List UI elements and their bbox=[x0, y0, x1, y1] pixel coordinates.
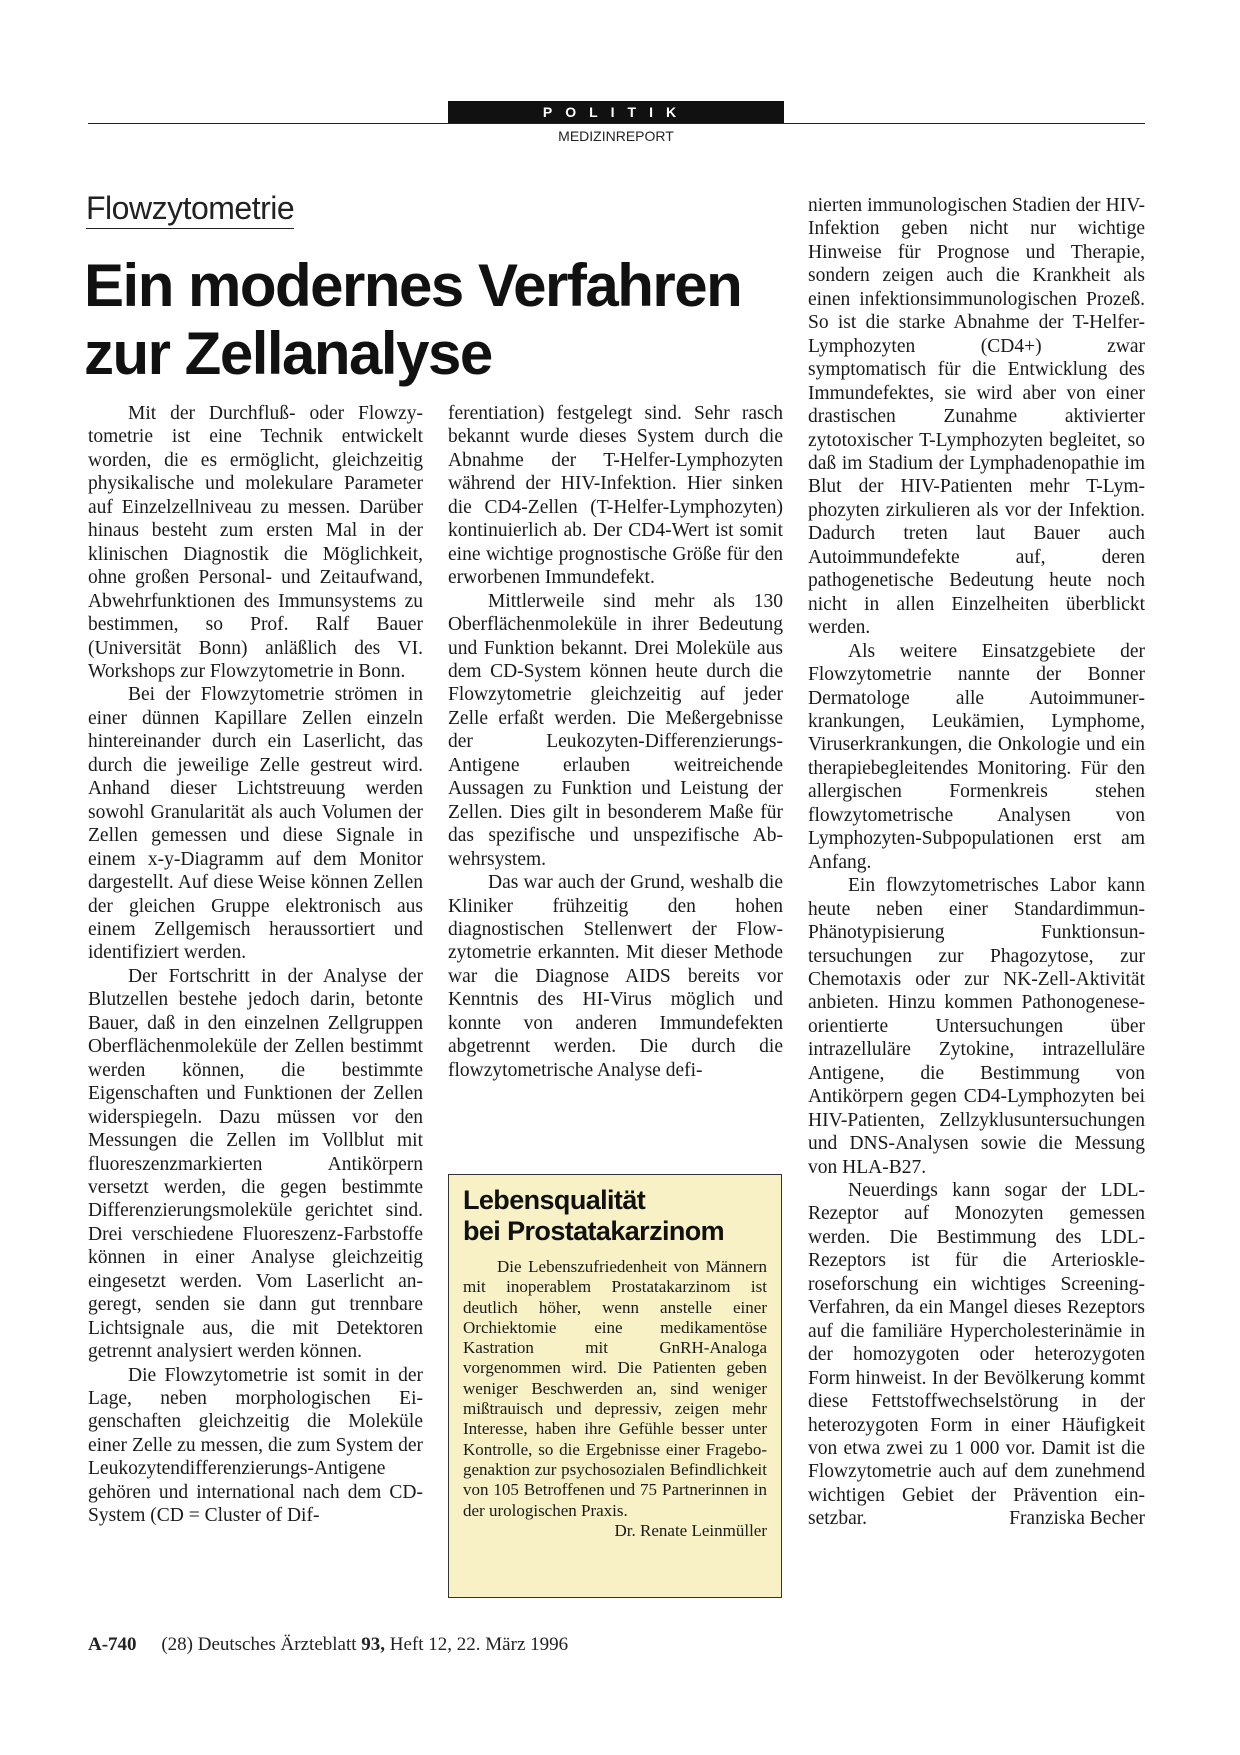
sidebar-title-line-1: Lebensqualität bbox=[463, 1185, 646, 1215]
sidebar-box bbox=[448, 1174, 782, 1598]
paragraph-text: Neuerdings kann sogar der LDL-Rezeptor auf Monozyten gemessen werden. Die Bestimmung des LDL-Rezeptors ist für die Arterioskleroseforschung ein wichtiges Screening-Verfahren, da ein Mangel dieses Rezeptors auf die familiäre Hypercholesterinämie in der homozygoten oder heterozygoten Form hinweist. In der Bevölkerung kommt diese Fettstoffwechselstörung in der heterozygoten Form in einer Häufigkeit von etwa zwei zu 1 000 vor. Damit ist die Flowzytometrie auch auf dem zunehmend wichtigen Gebiet der Prävention einsetzbar. bbox=[808, 1180, 1145, 1530]
paragraph: Mittlerweile sind mehr als 130 Oberflächenmoleküle in ihrer Bedeutung und Funktion bekannt. Drei Moleküle aus dem CD-System können heute durch die Flowzytometrie gleichzeitig auf jeder Zelle erfaßt werden. Die Meßergebnisse der Leukozyten-Differenzierungs-Antigene erlauben weitreichende Aussagen zu Funktion und Leistung der Zellen. Dies gilt in besonderem Maße für das spezifische und unspezifische Abwehrsystem. bbox=[448, 590, 783, 870]
paragraph: Das war auch der Grund, weshalb die Kliniker frühzeitig den hohen diagnostischen Stellenwert der Flowzytometrie erkannten. Mit dieser Methode war die Diagnose AIDS bereits vor Kenntnis des HI-Virus möglich und konnte von anderen Immundefekten abgetrennt werden. Die durch die flowzytometrische Analyse defi- bbox=[448, 872, 783, 1081]
article-column-2 bbox=[448, 402, 783, 1082]
journal-volume: 93, bbox=[361, 1634, 386, 1655]
paragraph: Ein flowzytometrisches Labor kann heute neben einer Standardimmun-Phänotypisierung Funktionsuntersuchungen zur Phagozytose, zur Chemotaxis oder zur NK-Zell-Aktivität anbieten. Hinzu kommen Pathonogenese-orientierte Untersuchungen über intrazelluläre Zytokine, intrazelluläre Antigene, die Bestimmung von Antikörpern gegen CD4-Lymphozyten bei HIV-Patienten, Zellzyklusuntersuchungen und DNS-Analysen sowie die Messung von HLA-B27. bbox=[808, 875, 1145, 1178]
paragraph: ferentiation) festgelegt sind. Sehr rasch bekannt wurde dieses System durch die Abnahme der T-Helfer-Lymphozyten während der HIV-Infektion. Hier sinken die CD4-Zellen (T-Helfer-Lymphozyten) kontinuierlich ab. Der CD4-Wert ist somit eine wichtige prognostische Größe für den erworbenen Immundefekt. bbox=[448, 403, 783, 589]
subsection-label: MEDIZINREPORT bbox=[558, 128, 674, 144]
sidebar-box-text bbox=[463, 1257, 767, 1540]
headline-line-1: Ein modernes Verfahren bbox=[84, 252, 742, 319]
article-column-3 bbox=[808, 194, 1145, 1531]
article-column-1 bbox=[88, 402, 423, 1528]
journal-issue: Heft 12, 22. März 1996 bbox=[389, 1634, 569, 1655]
paragraph: Als weitere Einsatzgebiete der Flowzytometrie nannte der Bonner Dermatologe alle Autoimmunerkrankungen, Leukämien, Lymphome, Viruserkrankungen, die Onkologie und ein therapiebegleitendes Monitoring. Für den allergischen Formenkreis stehen flowzytometrische Analysen von Lymphozyten-Subpopulationen erst am Anfang. bbox=[808, 640, 1145, 873]
sidebar-box-title bbox=[463, 1185, 767, 1247]
sidebar-title-line-2: bei Prostatakarzinom bbox=[463, 1216, 725, 1246]
page-number: A-740 bbox=[88, 1634, 137, 1655]
header-rule bbox=[88, 123, 1145, 124]
article-headline bbox=[84, 252, 784, 388]
section-label: POLITIK bbox=[448, 101, 784, 123]
sidebar-text: Die Lebenszufriedenheit von Männern mit inoperablem Prostatakarzinom ist deutlich höher, wenn anstelle einer Orchiektomie eine medikamentöse Kastration mit GnRH-Analoga vorgenommen wird. Die Patienten geben weniger Beschwerden an, sind weniger mißtrauisch und depressiv, zeigen mehr Interesse, haben ihre Gefühle besser unter Kontrolle, so die Ergebnisse einer Fragebogenaktion zur psychosozialen Befindlichkeit von 105 Betroffenen und 75 Partnerinnen in der urologischen Praxis. bbox=[463, 1257, 767, 1520]
paragraph: Bei der Flowzytometrie strömen in einer dünnen Kapillare Zellen einzeln hintereinander durch ein Laserlicht, das durch die jeweilige Zelle gestreut wird. Anhand dieser Lichtstreuung werden sowohl Granularität als auch Volumen der Zellen gemessen und diese Signale in einem x-y-Diagramm auf dem Monitor dargestellt. Auf diese Weise können Zellen der gleichen Gruppe elektronisch aus einem Zellgemisch heraussortiert und identifiziert werden. bbox=[88, 684, 423, 964]
article-kicker: Flowzytometrie bbox=[86, 190, 294, 229]
paragraph bbox=[808, 1179, 1145, 1531]
paragraph: nierten immunologischen Stadien der HIV-Infektion geben nicht nur wichtige Hinweise für Prognose und Therapie, sondern zeigen auch die Krankheit als einen infektionsimmunologischen Prozeß. So ist die starke Abnahme der T-Helfer-Lymphozyten (CD4+) zwar symptomatisch für die Entwicklung des Immundefektes, sie wird aber von einer drastischen Zunahme aktivierter zytotoxischer T-Lymphozyten begleitet, so daß im Stadium der Lymphadenopathie im Blut der HIV-Patienten mehr T-Lymphozyten zirkulieren als vor der Infektion. Dadurch treten laut Bauer auch Autoimmundefekte auf, deren pathogenetische Bedeutung heute noch nicht in allen Einzelheiten überblickt werden. bbox=[808, 195, 1145, 639]
paragraph: Mit der Durchfluß- oder Flowzytometrie ist eine Technik entwickelt worden, die es ermöglicht, gleichzeitig physikalische und molekulare Parameter auf Einzelzellniveau zu messen. Darüber hinaus besteht zum ersten Mal in der klinischen Diagnostik die Möglichkeit, ohne großen Personal- und Zeitaufwand, Abwehrfunktionen des Immunsystems zu bestimmen, so Prof. Ralf Bauer (Universität Bonn) anläßlich des VI. Workshops zur Flowzytometrie in Bonn. bbox=[88, 403, 423, 682]
sidebar-author: Dr. Renate Leinmüller bbox=[614, 1520, 767, 1540]
page-footer bbox=[88, 1634, 568, 1656]
journal-name: (28) Deutsches Ärzteblatt bbox=[161, 1634, 357, 1655]
paragraph: Der Fortschritt in der Analyse der Blutzellen bestehe jedoch darin, betonte Bauer, daß in den einzelnen Zellgruppen Oberflächenmoleküle der Zellen bestimmt werden können, die bestimmte Eigenschaften und Funktionen der Zellen widerspiegeln. Dazu müssen vor den Messungen die Zellen im Vollblut mit fluoreszenzmarkierten Antikörpern versetzt werden, die gegen bestimmte Differenzierungsmoleküle gerichtet sind. Drei verschiedene Fluoreszenz-Farbstoffe können in einer Analyse gleichzeitig eingesetzt werden. Vom Laserlicht angeregt, senden sie dann gut trennbare Lichtsignale aus, die mit Detektoren getrennt analysiert werden können. bbox=[88, 965, 423, 1363]
article-author: Franziska Becher bbox=[1009, 1508, 1145, 1530]
headline-line-2: zur Zellanalyse bbox=[84, 320, 492, 387]
paragraph: Die Flowzytometrie ist somit in der Lage, neben morphologischen Eigenschaften gleichzeitig die Moleküle einer Zelle zu messen, die zum System der Leukozytendifferenzierungs-Antigene gehören und international nach dem CD-System (CD = Cluster of Dif- bbox=[88, 1364, 423, 1527]
